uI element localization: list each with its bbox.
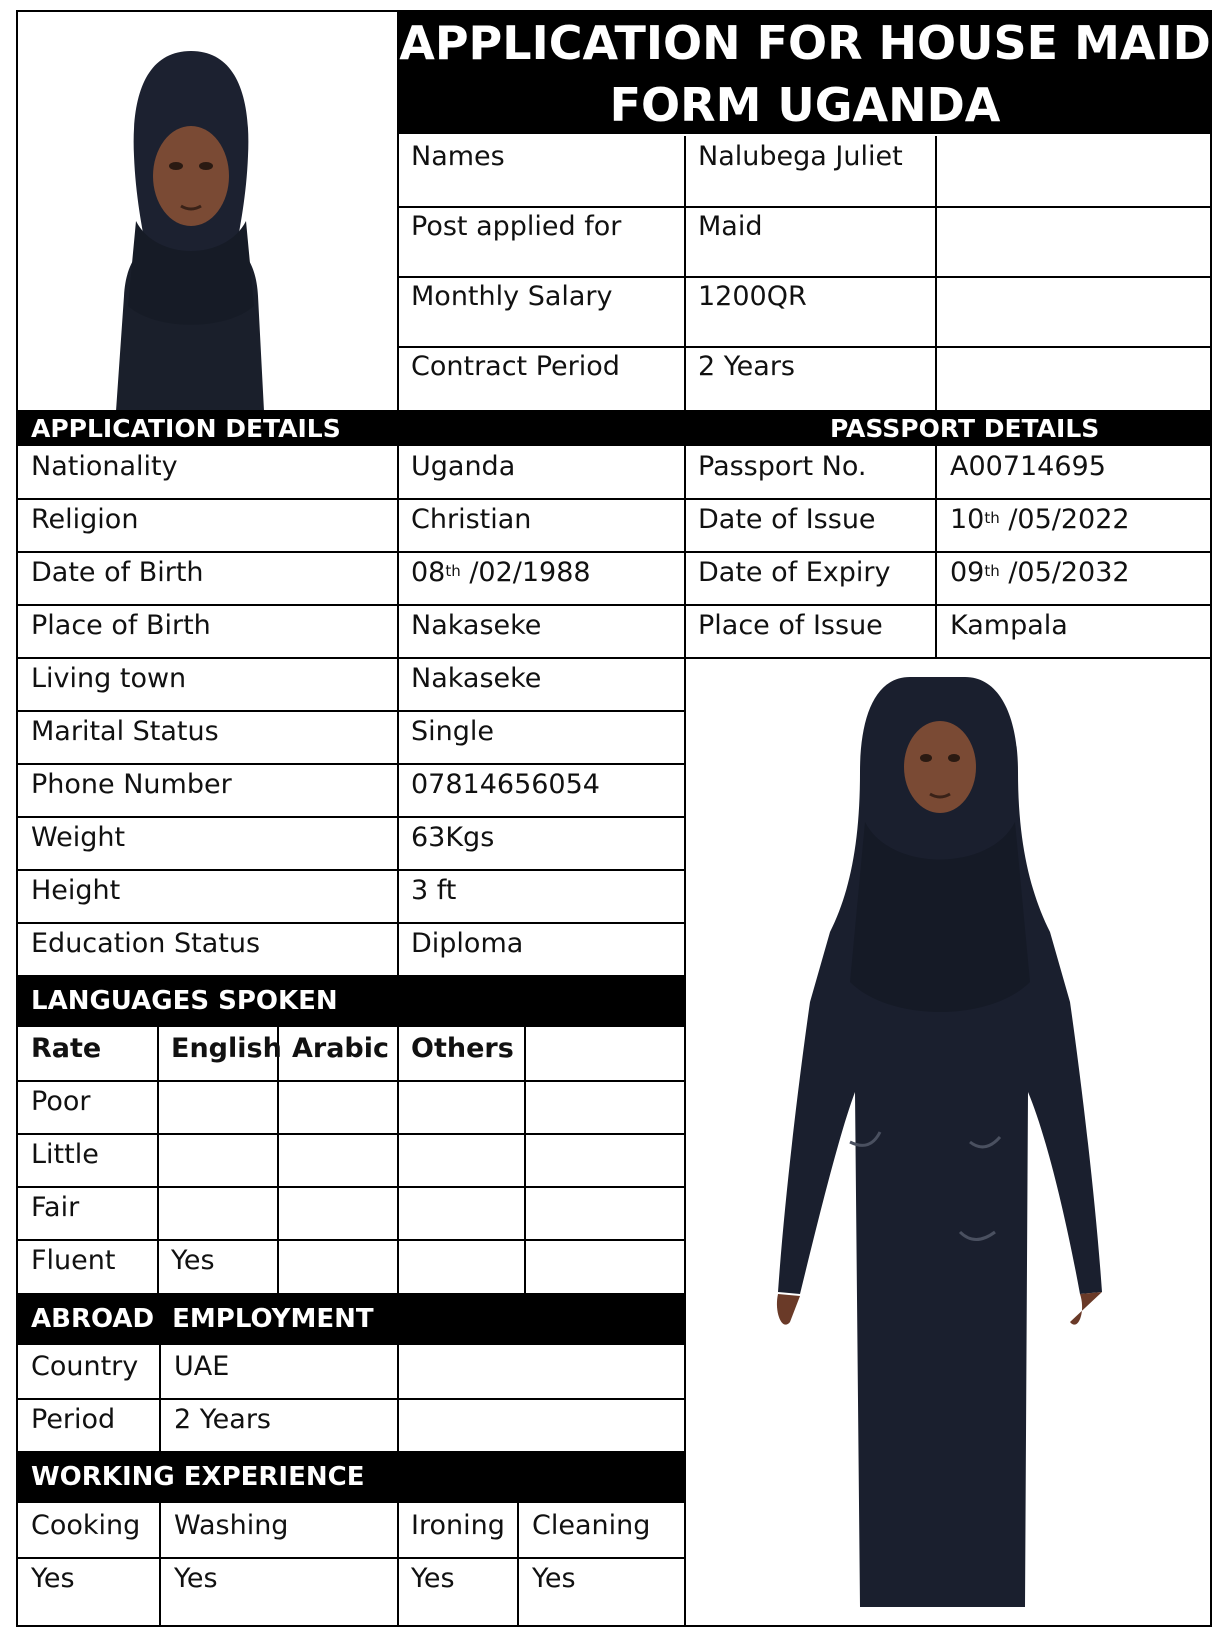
passport-details-heading: PASSPORT DETAILS bbox=[830, 414, 1100, 443]
exp-header-cleaning: Cleaning bbox=[532, 1510, 651, 1541]
abroad-value-period: 2 Years bbox=[174, 1404, 271, 1435]
lang-rate-fair: Fair bbox=[31, 1192, 80, 1223]
label-place-of-birth: Place of Birth bbox=[31, 610, 211, 641]
value-religion: Christian bbox=[411, 504, 532, 535]
exp-value-ironing: Yes bbox=[411, 1563, 455, 1594]
label-religion: Religion bbox=[31, 504, 139, 535]
value-date-of-expiry bbox=[950, 557, 1130, 589]
languages-heading: LANGUAGES SPOKEN bbox=[31, 986, 338, 1016]
issue-rest: /05/2022 bbox=[999, 504, 1130, 535]
label-living-town: Living town bbox=[31, 663, 187, 694]
abroad-heading: ABROAD EMPLOYMENT bbox=[31, 1304, 374, 1334]
label-nationality: Nationality bbox=[31, 451, 178, 482]
value-marital-status: Single bbox=[411, 716, 495, 747]
exp-value-cleaning: Yes bbox=[532, 1563, 576, 1594]
job-label-salary: Monthly Salary bbox=[411, 281, 613, 312]
form-title bbox=[398, 12, 1212, 134]
value-education-status: Diploma bbox=[411, 928, 524, 959]
value-date-of-issue bbox=[950, 504, 1130, 536]
label-date-of-issue: Date of Issue bbox=[698, 504, 876, 535]
details-header-bar bbox=[16, 410, 1212, 446]
expiry-day: 09 bbox=[950, 557, 985, 588]
value-living-town: Nakaseke bbox=[411, 663, 542, 694]
value-nationality: Uganda bbox=[411, 451, 516, 482]
exp-value-cooking: Yes bbox=[31, 1563, 75, 1594]
value-phone-number: 07814656054 bbox=[411, 769, 600, 800]
lang-header-rate: Rate bbox=[31, 1033, 102, 1064]
application-details-heading: APPLICATION DETAILS bbox=[31, 414, 341, 443]
exp-value-washing: Yes bbox=[174, 1563, 218, 1594]
lang-rate-fluent: Fluent bbox=[31, 1245, 116, 1276]
form-title-line2: FORM UGANDA bbox=[609, 78, 1001, 132]
experience-heading: WORKING EXPERIENCE bbox=[31, 1462, 365, 1492]
expiry-suffix: th bbox=[984, 562, 1000, 580]
exp-header-cooking: Cooking bbox=[31, 1510, 141, 1541]
value-weight: 63Kgs bbox=[411, 822, 495, 853]
lang-header-others: Others bbox=[411, 1033, 514, 1064]
job-label-contract: Contract Period bbox=[411, 351, 620, 382]
label-passport-no: Passport No. bbox=[698, 451, 867, 482]
expiry-rest: /05/2032 bbox=[999, 557, 1130, 588]
job-label-post: Post applied for bbox=[411, 211, 622, 242]
issue-suffix: th bbox=[984, 509, 1000, 527]
experience-header-bar bbox=[16, 1451, 684, 1503]
label-marital-status: Marital Status bbox=[31, 716, 219, 747]
abroad-value-country: UAE bbox=[174, 1351, 230, 1382]
job-value-contract: 2 Years bbox=[698, 351, 795, 382]
exp-header-washing: Washing bbox=[174, 1510, 289, 1541]
abroad-label-country: Country bbox=[31, 1351, 139, 1382]
dob-day: 08 bbox=[411, 557, 446, 588]
label-date-of-expiry: Date of Expiry bbox=[698, 557, 891, 588]
value-date-of-birth bbox=[411, 557, 591, 589]
job-value-post: Maid bbox=[698, 211, 763, 242]
headshot-photo bbox=[76, 46, 306, 411]
lang-header-english: English bbox=[171, 1033, 282, 1064]
label-phone-number: Phone Number bbox=[31, 769, 232, 800]
dob-rest: /02/1988 bbox=[460, 557, 591, 588]
value-height: 3 ft bbox=[411, 875, 457, 906]
label-height: Height bbox=[31, 875, 121, 906]
value-passport-no: A00714695 bbox=[950, 451, 1106, 482]
lang-rate-poor: Poor bbox=[31, 1086, 91, 1117]
job-label-names: Names bbox=[411, 141, 505, 172]
dob-suffix: th bbox=[445, 562, 461, 580]
label-weight: Weight bbox=[31, 822, 126, 853]
form-title-line1: APPLICATION FOR HOUSE MAID bbox=[399, 16, 1211, 70]
full-body-photo bbox=[760, 672, 1120, 1607]
lang-english-fluent: Yes bbox=[171, 1245, 215, 1276]
job-value-names: Nalubega Juliet bbox=[698, 141, 903, 172]
value-place-of-issue: Kampala bbox=[950, 610, 1068, 641]
lang-header-arabic: Arabic bbox=[292, 1033, 390, 1064]
languages-header-bar bbox=[16, 975, 684, 1027]
label-date-of-birth: Date of Birth bbox=[31, 557, 204, 588]
label-education-status: Education Status bbox=[31, 928, 261, 959]
lang-rate-little: Little bbox=[31, 1139, 99, 1170]
exp-header-ironing: Ironing bbox=[411, 1510, 505, 1541]
label-place-of-issue: Place of Issue bbox=[698, 610, 883, 641]
abroad-header-bar bbox=[16, 1293, 684, 1345]
value-place-of-birth: Nakaseke bbox=[411, 610, 542, 641]
job-value-salary: 1200QR bbox=[698, 281, 807, 312]
abroad-label-period: Period bbox=[31, 1404, 116, 1435]
issue-day: 10 bbox=[950, 504, 985, 535]
